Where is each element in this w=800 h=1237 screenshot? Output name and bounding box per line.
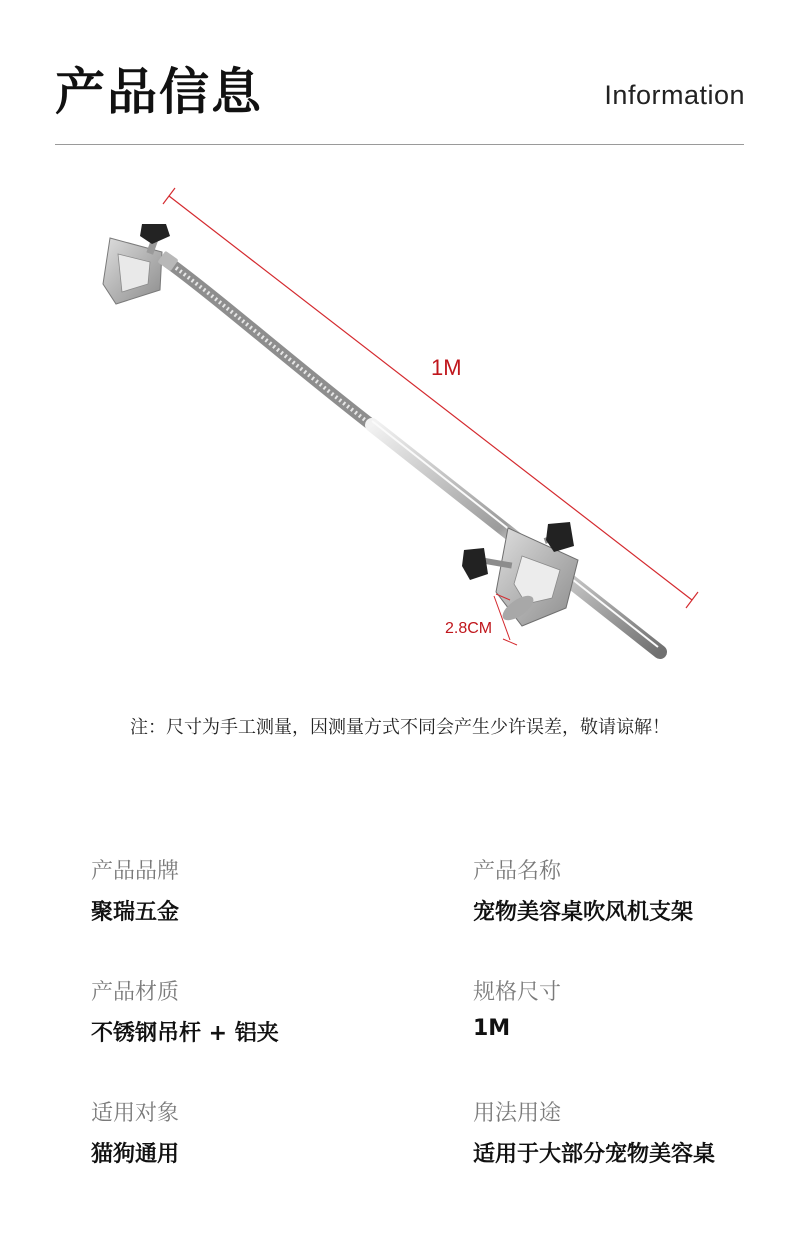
length-dimension-line: [163, 188, 698, 608]
spec-applicable: [91, 1096, 421, 1168]
spec-usage: [473, 1096, 800, 1168]
page-title-english: Information: [604, 80, 745, 110]
spec-label: 产品名称: [473, 859, 562, 884]
spec-label: 规格尺寸: [473, 980, 562, 1005]
page-title: 产品信息: [55, 62, 263, 121]
spec-size: [473, 975, 800, 1041]
spec-value: 不锈钢吊杆 + 铝夹: [91, 1021, 279, 1046]
header-divider: [55, 144, 744, 145]
spec-brand: [91, 854, 421, 926]
spec-material: [91, 975, 421, 1047]
top-clamp: [103, 224, 179, 304]
spec-label: 产品材质: [91, 980, 180, 1005]
product-image: [0, 150, 800, 680]
spec-product-name: [473, 854, 800, 926]
spec-value: 猫狗通用: [91, 1142, 180, 1167]
measurement-note: 注：尺寸为手工测量，因测量方式不同会产生少许误差，敬请谅解！: [130, 717, 670, 738]
length-dimension-label: 1M: [431, 355, 462, 380]
spec-label: 产品品牌: [91, 859, 180, 884]
spec-label: 用法用途: [473, 1101, 562, 1126]
spec-value: 聚瑞五金: [91, 900, 180, 925]
bottom-clamp: [462, 522, 578, 626]
spec-value: 适用于大部分宠物美容桌: [473, 1142, 716, 1167]
spec-value: 1M: [473, 1016, 511, 1041]
spec-label: 适用对象: [91, 1101, 180, 1126]
diameter-dimension-label: 2.8CM: [445, 620, 493, 637]
spec-value: 宠物美容桌吹风机支架: [473, 900, 694, 925]
